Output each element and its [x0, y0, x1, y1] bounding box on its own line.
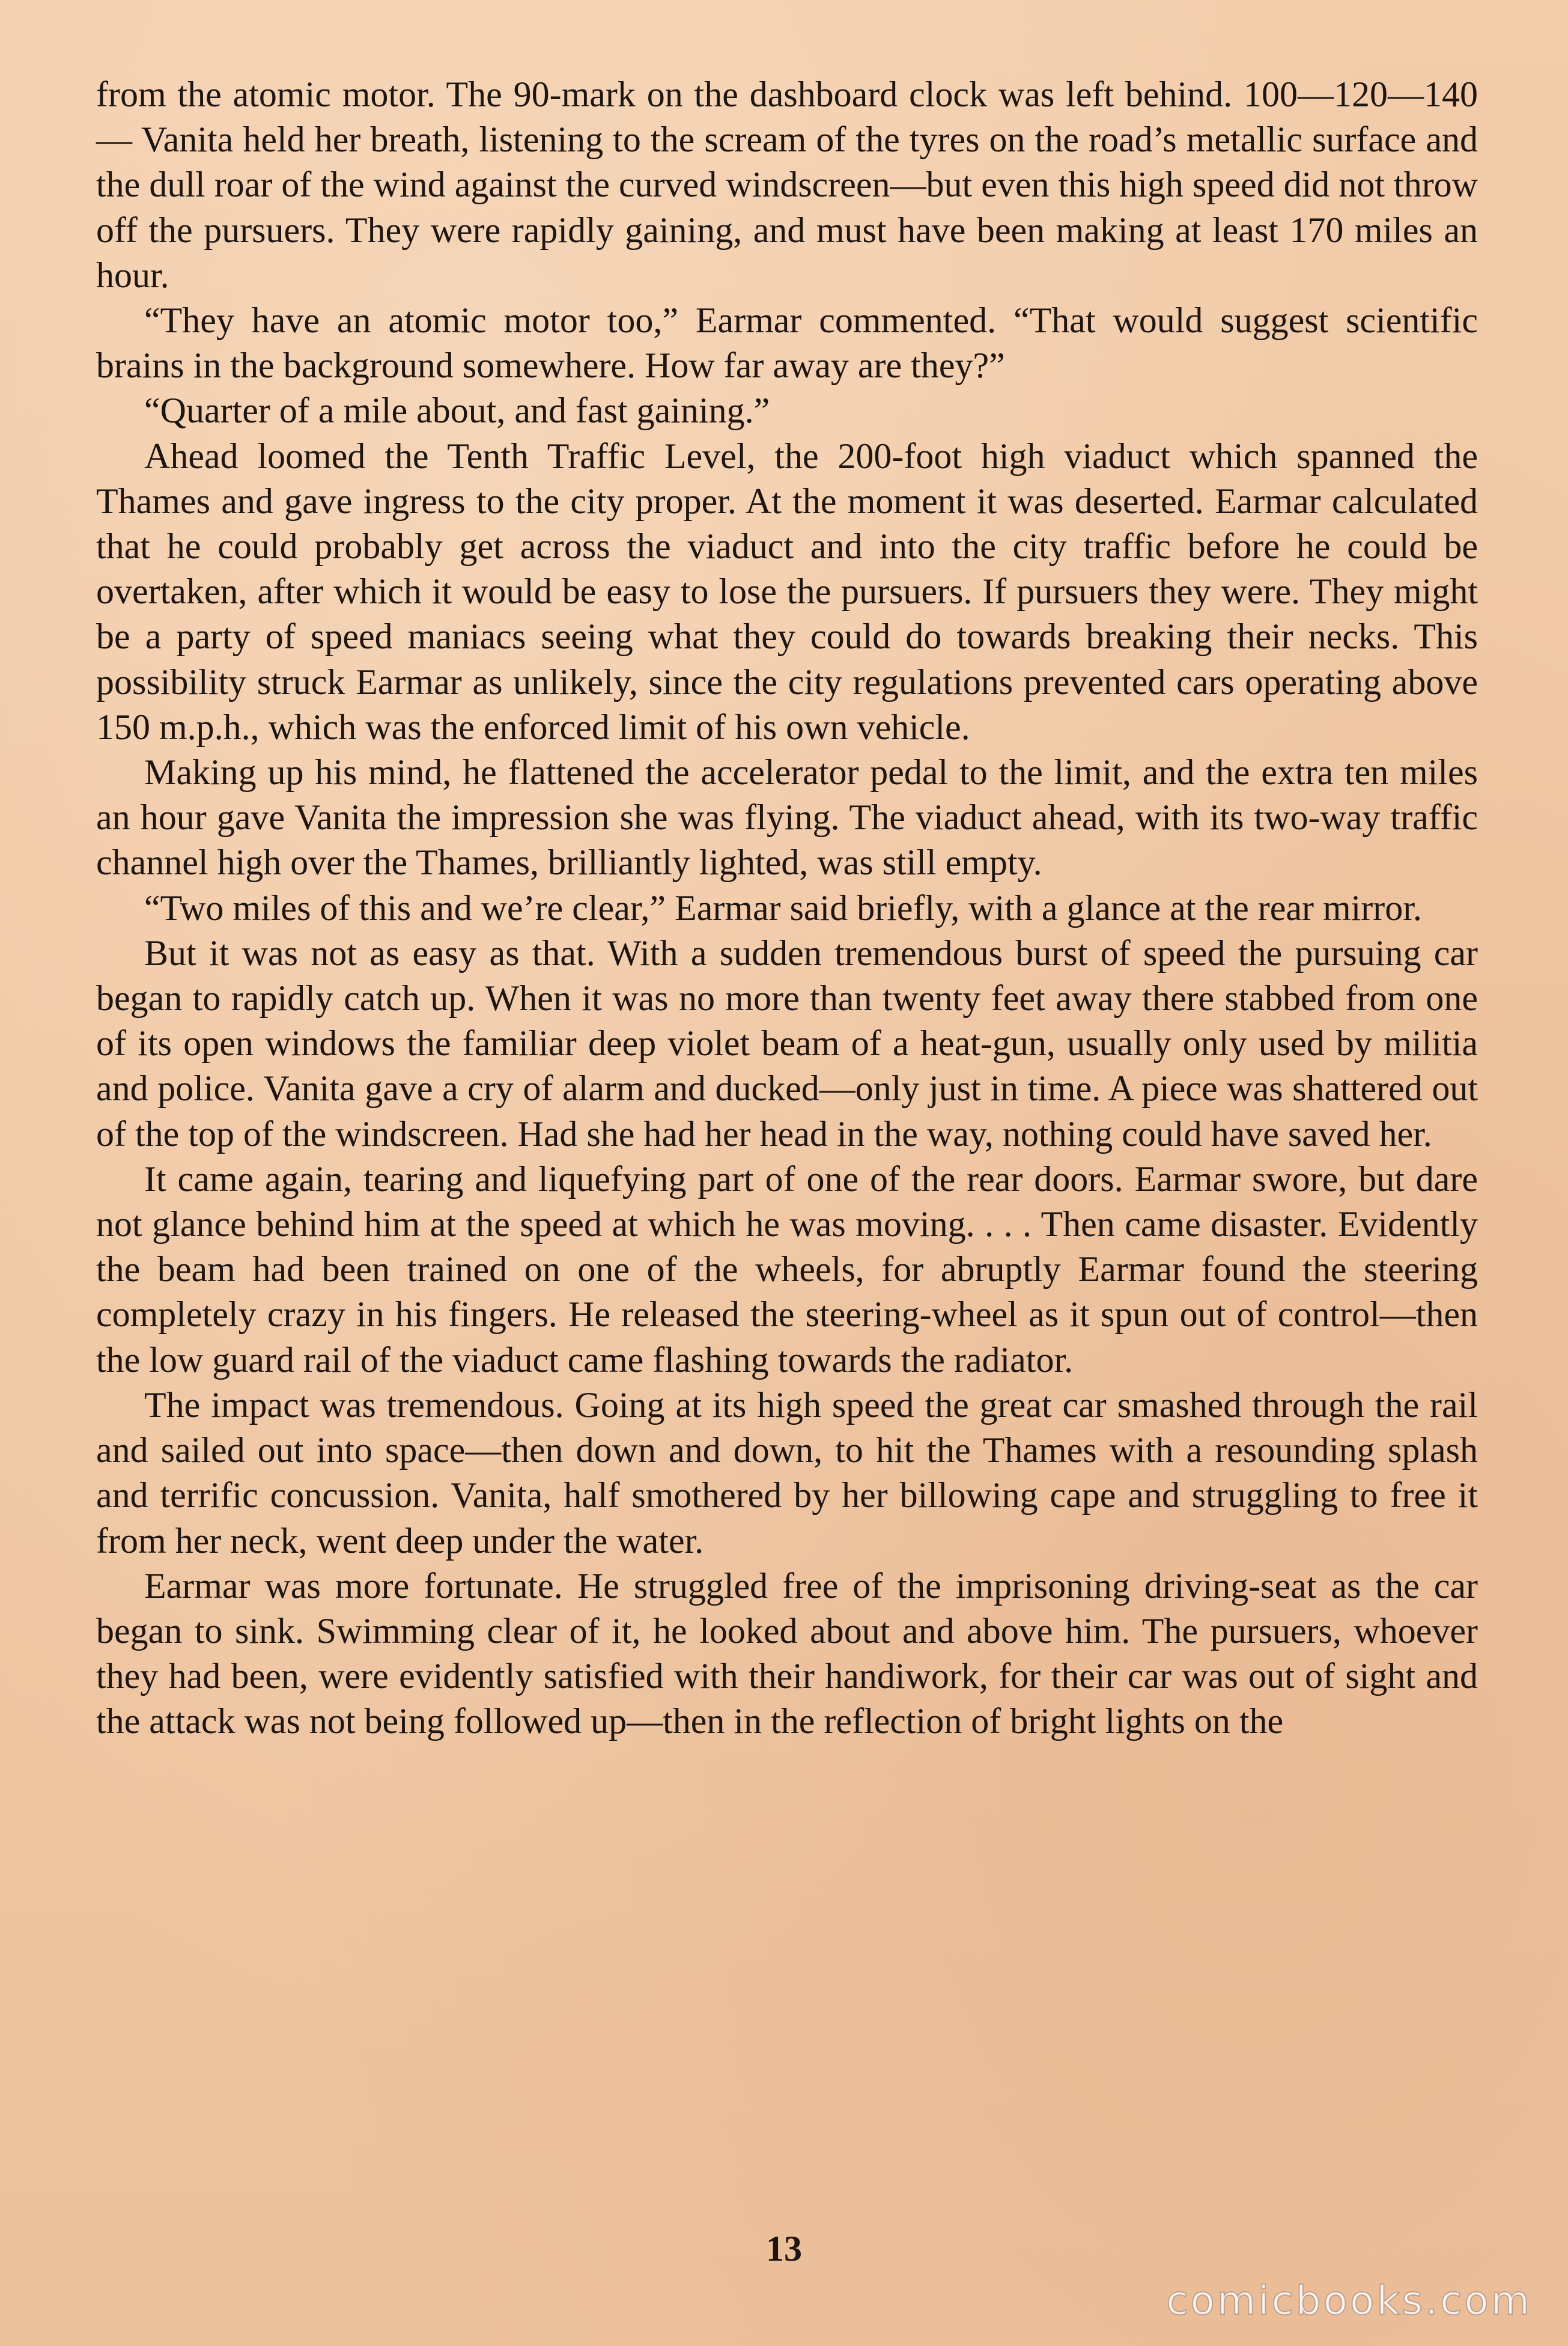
- paragraph-5: Making up his mind, he flattened the accelerator pedal to the limit, and the extra ten miles an hour gave Vanita the impression she was flying. The viaduct ahead, with its two-way traffic channel high over the Thames, brilliantly lighted, was still empty.: [96, 752, 1478, 883]
- paragraph-10: Earmar was more fortunate. He struggled free of the imprisoning driving-seat as the car began to sink. Swimming clear of it, he looked about and above him. The pursuers, whoever they had been, were evidently satisfied with their handiwork, for their car was out of sight and the attack was not being followed up—then in the reflection of bright lights on the: [96, 1565, 1478, 1741]
- paragraph-3: “Quarter of a mile about, and fast gaining.”: [144, 391, 770, 431]
- paragraph-9: The impact was tremendous. Going at its high speed the great car smashed through the rail and sailed out into space—then down and down, to hit the Thames with a resounding splash and terrific concussion. Vanita, half smothered by her billowing cape and struggling to free it from her neck, went deep under the water.: [96, 1385, 1478, 1561]
- paragraph-4: Ahead loomed the Tenth Traffic Level, the 200-foot high viaduct which spanned the Thames and gave ingress to the city proper. At the moment it was deserted. Earmar calculated that he could probably get across the viaduct and into the city traffic before he could be overtaken, after which it would be easy to lose the pursuers. If pursuers they were. They might be a party of speed maniacs seeing what they could do towards breaking their necks. This possibility struck Earmar as unlikely, since the city regulations prevented cars operating above 150 m.p.h., which was the enforced limit of his own vehicle.: [96, 436, 1478, 747]
- paragraph-6: “Two miles of this and we’re clear,” Earmar said briefly, with a glance at the rear mirror.: [144, 888, 1422, 928]
- paragraph-1: from the atomic motor. The 90-mark on the dashboard clock was left behind. 100—120—140— Vanita held her breath, listening to the scream of the tyres on the road’s metallic surface and the dull roar of the wind against the curved windscreen—but even this high speed did not throw off the pursuers. They were rapidly gaining, and must have been making at least 170 miles an hour.: [96, 75, 1478, 295]
- watermark-logo: comicbooks.com: [1166, 2277, 1532, 2324]
- body-text: [96, 72, 1478, 1744]
- paragraph-2: “They have an atomic motor too,” Earmar commented. “That would suggest scientific brains in the background somewhere. How far away are they?”: [96, 300, 1478, 386]
- paragraph-7: But it was not as easy as that. With a sudden tremendous burst of speed the pursuing car began to rapidly catch up. When it was no more than twenty feet away there stabbed from one of its open windows the familiar deep violet beam of a heat-gun, usually only used by militia and police. Vanita gave a cry of alarm and ducked—only just in time. A piece was shattered out of the top of the windscreen. Had she had her head in the way, nothing could have saved her.: [96, 933, 1478, 1154]
- paragraph-8: It came again, tearing and liquefying part of one of the rear doors. Earmar swore, but dare not glance behind him at the speed at which he was moving. . . . Then came disaster. Evidently the beam had been trained on one of the wheels, for abruptly Earmar found the steering completely crazy in his fingers. He released the steering-wheel as it spun out of control—then the low guard rail of the viaduct came flashing towards the radiator.: [96, 1159, 1478, 1380]
- page-number: 13: [766, 2229, 802, 2268]
